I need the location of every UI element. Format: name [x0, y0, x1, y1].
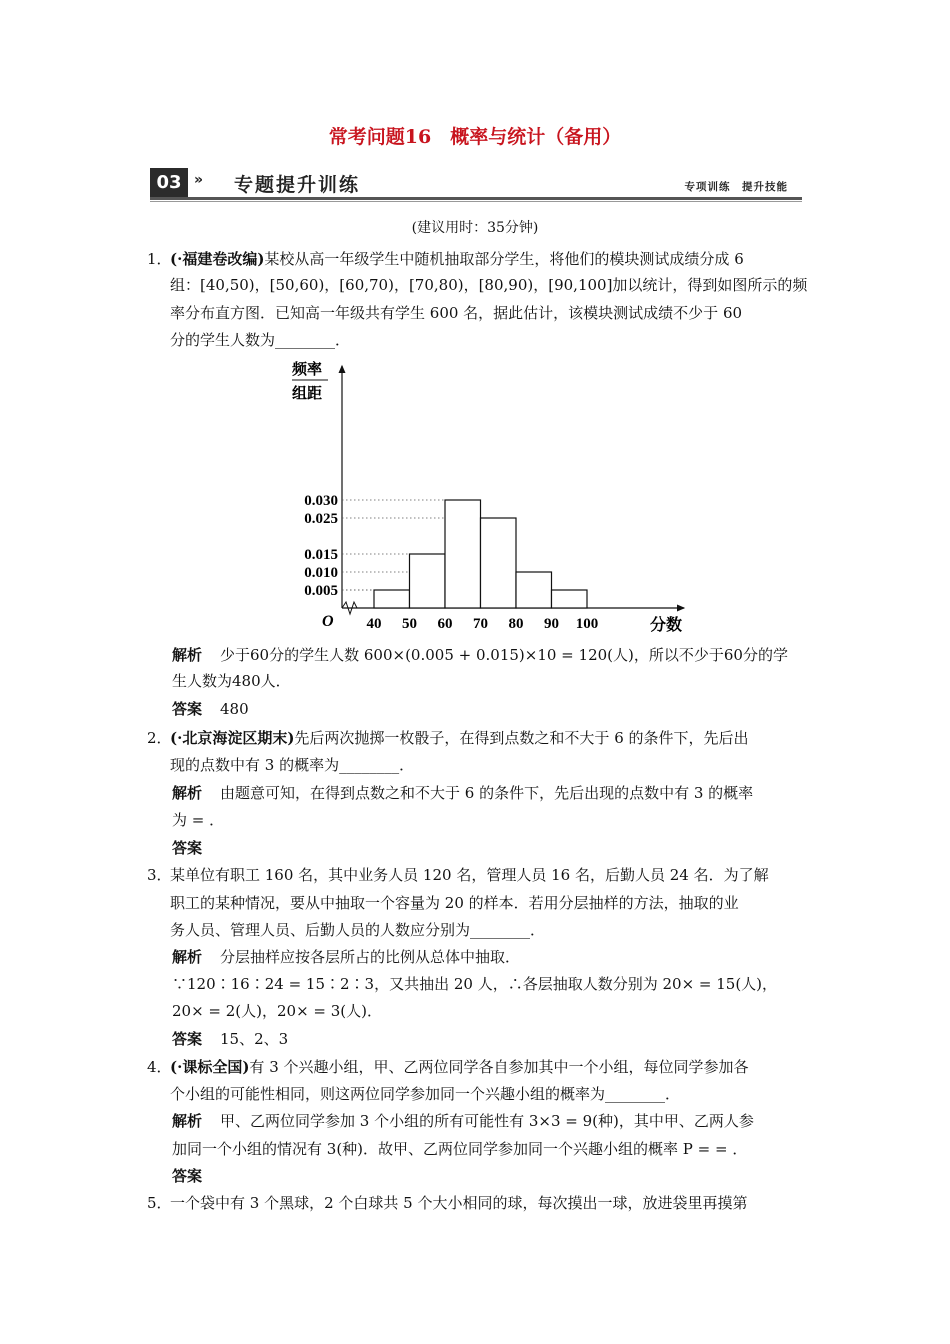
- question-5-line-1: 一个袋中有 3 个黑球，2 个白球共 5 个大小相同的球，每次摸出一球，放进袋里再摸第: [170, 1194, 748, 1212]
- question-1-answer: [172, 699, 249, 719]
- question-1-line-4: 分的学生人数为________．: [170, 331, 351, 349]
- question-text: 某校从高一年级学生中随机抽取部分学生，将他们的模块测试成绩分成 6: [264, 250, 744, 268]
- x-tick-label: 40: [366, 616, 382, 632]
- plot-layer: [304, 493, 598, 632]
- y-tick-label: 0.015: [304, 547, 338, 563]
- answer-label: 答案: [172, 839, 203, 857]
- question-number: 1．: [147, 250, 172, 268]
- question-number: 5．: [147, 1194, 172, 1212]
- answer-label: 答案: [172, 700, 203, 718]
- banner-rule: [150, 197, 802, 200]
- section-title: 专题提升训练: [234, 174, 361, 196]
- analysis-label: 解析: [172, 646, 203, 664]
- question-3-answer: [172, 1029, 288, 1049]
- y-axis-label-top: 频率: [292, 362, 323, 378]
- histogram-bar: [481, 518, 517, 608]
- time-hint: (建议用时：35分钟): [411, 220, 539, 236]
- question-1-line-2: 组：[40,50)，[50,60)，[60,70)，[70,80)，[80,90)，[90,100]加以统计，得到如图所示的频: [170, 276, 808, 294]
- question-number: 4．: [147, 1058, 172, 1076]
- histogram-bar: [374, 590, 410, 608]
- x-tick-label: 50: [402, 616, 417, 632]
- question-2-answer: [172, 838, 220, 858]
- y-tick-label: 0.030: [304, 493, 338, 509]
- question-2-line-2: 现的点数中有 3 的概率为________．: [170, 756, 415, 774]
- x-tick-label: 60: [437, 616, 453, 632]
- question-3-line-2: 职工的某种情况，要从中抽取一个容量为 20 的样本．若用分层抽样的方法，抽取的业: [170, 894, 739, 912]
- question-text: 有 3 个兴趣小组，甲、乙两位同学各自参加其中一个小组，每位同学参加各: [249, 1058, 749, 1076]
- question-number: 3．: [147, 866, 172, 884]
- question-1-line-1: [170, 249, 744, 269]
- question-4-answer: [172, 1166, 220, 1186]
- question-3-analysis-3: 20× = 2(人)，20× = 3(人)．: [172, 1002, 383, 1020]
- x-tick-label: 90: [544, 616, 559, 632]
- question-source: (·课标全国): [170, 1058, 250, 1076]
- question-3-line-3: 务人员、管理人员、后勤人员的人数应分别为________．: [170, 921, 546, 939]
- analysis-text: 甲、乙两位同学参加 3 个小组的所有可能性有 3×3 = 9(种)，其中甲、乙两人参: [220, 1112, 754, 1130]
- x-tick-label: 80: [508, 616, 524, 632]
- analysis-label: 解析: [172, 784, 203, 802]
- question-2-analysis-2: 为 = ．: [172, 811, 225, 829]
- y-tick-label: 0.005: [304, 583, 338, 599]
- section-banner: [150, 164, 802, 202]
- answer-label: 答案: [172, 1030, 203, 1048]
- page-title: 常考问题16 概率与统计（备用）: [328, 126, 622, 148]
- y-tick-label: 0.010: [304, 565, 338, 581]
- x-tick-label: 100: [575, 616, 599, 632]
- histogram-bar: [552, 590, 588, 608]
- question-3-analysis-1: [172, 947, 520, 967]
- question-4-analysis-2: 加同一个小组的情况有 3(种)．故甲、乙两位同学参加同一个兴趣小组的概率 P = = ．: [172, 1140, 748, 1158]
- question-source: (·北京海淀区期末): [170, 729, 295, 747]
- question-1-analysis-2: 生人数为480人．: [172, 672, 291, 690]
- y-tick-label: 0.025: [304, 511, 338, 527]
- section-number-badge: 03: [150, 168, 188, 198]
- answer-text: 480: [220, 700, 249, 718]
- histogram-bar: [445, 500, 481, 608]
- question-source: (·福建卷改编): [170, 250, 265, 268]
- analysis-text: 分层抽样应按各层所占的比例从总体中抽取．: [220, 948, 521, 966]
- answer-label: 答案: [172, 1167, 203, 1185]
- analysis-text: 由题意可知，在得到点数之和不大于 6 的条件下，先后出现的点数中有 3 的概率: [220, 784, 754, 802]
- question-1-line-3: 率分布直方图．已知高一年级共有学生 600 名，据此估计，该模块测试成绩不少于 60: [170, 304, 743, 322]
- banner-rule-thin: [150, 201, 802, 202]
- question-4-line-2: 个小组的可能性相同，则这两位同学参加同一个兴趣小组的概率为________．: [170, 1085, 681, 1103]
- question-3-line-1: 某单位有职工 160 名，其中业务人员 120 名，管理人员 16 名，后勤人员 24 名．为了解: [170, 866, 769, 884]
- question-2-analysis-1: [172, 783, 753, 803]
- question-number: 2．: [147, 729, 172, 747]
- x-axis-title: 分数: [650, 617, 683, 634]
- histogram-bar: [516, 572, 552, 608]
- x-tick-label: 70: [473, 616, 488, 632]
- question-text: 先后两次抛掷一枚骰子，在得到点数之和不大于 6 的条件下，先后出: [294, 729, 749, 747]
- analysis-label: 解析: [172, 948, 203, 966]
- question-1-analysis-1: [172, 645, 788, 665]
- analysis-text: 少于60分的学生人数 600×(0.005 + 0.015)×10 = 120(人)，所以不少于60分的学: [220, 646, 788, 664]
- analysis-label: 解析: [172, 1112, 203, 1130]
- answer-text: 15、2、3: [220, 1030, 289, 1048]
- question-4-line-1: [170, 1057, 749, 1077]
- histogram-bar: [410, 554, 446, 608]
- question-4-analysis-1: [172, 1111, 754, 1131]
- origin-label: O: [322, 613, 334, 630]
- frequency-histogram: [270, 352, 710, 642]
- question-2-line-1: [170, 728, 749, 748]
- y-axis-label-bottom: 组距: [292, 386, 323, 402]
- question-3-analysis-2: ∵120∶16∶24 = 15∶2∶3，又共抽出 20 人，∴各层抽取人数分别为 20× = 15(人)，: [172, 975, 778, 993]
- chevron-icon: »: [194, 172, 204, 188]
- section-tagline: 专项训练 提升技能: [684, 181, 788, 193]
